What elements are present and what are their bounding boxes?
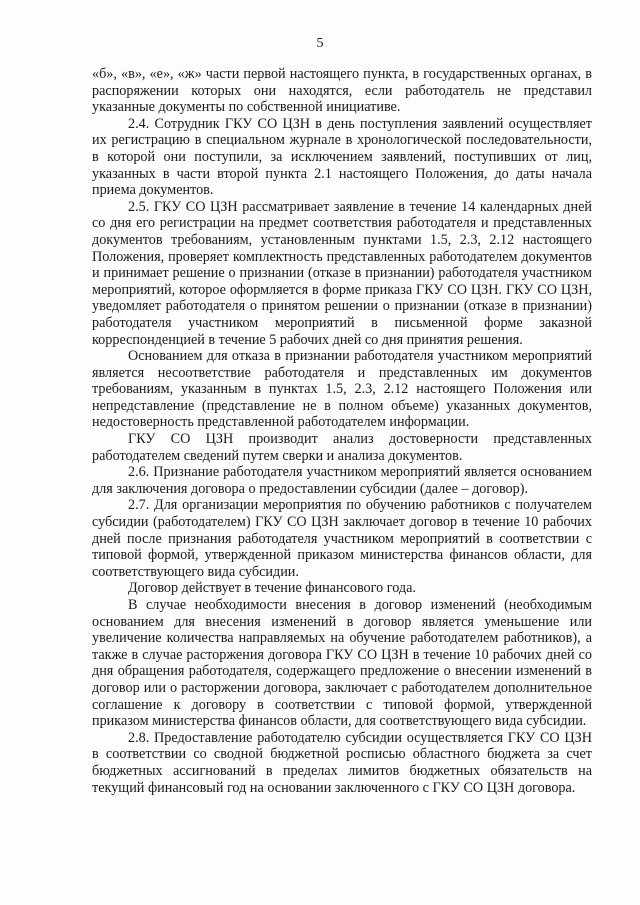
document-body (92, 66, 592, 796)
paragraph-contract-term: Договор действует в течение финансового года. (128, 580, 416, 597)
paragraph-2-4: 2.4. Сотрудник ГКУ СО ЦЗН в день поступления заявлений осуществляет их регистрацию в специальном журнале в хронологической последовательности, в которой они поступили, за исключением заявлений, поступивших от лиц, указанных в части второй пункта 2.1 настоящего Положения, до даты начала приема документов. (92, 115, 592, 199)
paragraph-contract-changes: В случае необходимости внесения в договор изменений (необходимым основанием для внесения изменений в договор является уменьшение или увеличение количества направляемых на обучение работодателем работников), а также в случае расторжения договора ГКУ СО ЦЗН в течение 10 рабочих дней со дня обращения работодателя, содержащего предложение о внесении изменений в договор или о расторжении договора, заключает с работодателем дополнительное соглашение к договору в соответствии с типовой формой, утвержденной приказом министерства финансов области, для соответствующего вида субсидии. (92, 597, 592, 730)
paragraph-refusal-grounds: Основанием для отказа в признании работодателя участником мероприятий является несоответствие работодателя и представленных им документов требованиям, указанным в пунктах 1.5, 2.3, 2.12 настоящего Положения или непредставление (представление не в полном объеме) указанных документов, недостоверность представленной работодателем информации. (92, 348, 592, 431)
paragraph-verification: ГКУ СО ЦЗН производит анализ достоверности представленных работодателем сведений путем сверки и анализа документов. (92, 431, 592, 464)
paragraph-2-5: 2.5. ГКУ СО ЦЗН рассматривает заявление в течение 14 календарных дней со дня его регистрации на предмет соответствия работодателя и представленных документов требованиям, установленным пунктами 1.5, 2.3, 2.12 настоящего Положения, проверяет комплектность представленных работодателем документов и принимает решение о признании (отказе в признании) работодателя участником мероприятий, которое оформляется в форме приказа ГКУ СО ЦЗН. ГКУ СО ЦЗН, уведомляет работодателя о принятом решении о признании (отказе в признании) работодателя участником мероприятий в письменной форме заказной корреспонденцией в течение 5 рабочих дней со дня принятия решения. (92, 198, 592, 348)
paragraph-continuation: «б», «в», «е», «ж» части первой настоящего пункта, в государственных органах, в распоряжении которых они находятся, если работодатель не представил указанные документы по собственной инициативе. (92, 66, 592, 116)
paragraph-2-8: 2.8. Предоставление работодателю субсидии осуществляется ГКУ СО ЦЗН в соответствии со сводной бюджетной росписью областного бюджета за счет бюджетных ассигнований в пределах лимитов бюджетных обязательств на текущий финансовый год на основании заключенного с ГКУ СО ЦЗН договора. (92, 729, 592, 796)
page-number: 5 (316, 36, 324, 51)
paragraph-2-7: 2.7. Для организации мероприятия по обучению работников с получателем субсидии (работодателем) ГКУ СО ЦЗН заключает договор в течение 10 рабочих дней после признания работодателя участником мероприятий в соответствии с типовой формой, утвержденной приказом министерства финансов области, для соответствующего вида субсидии. (92, 497, 592, 580)
paragraph-2-6: 2.6. Признание работодателя участником мероприятий является основанием для заключения договора о предоставлении субсидии (далее – договор). (92, 464, 592, 497)
